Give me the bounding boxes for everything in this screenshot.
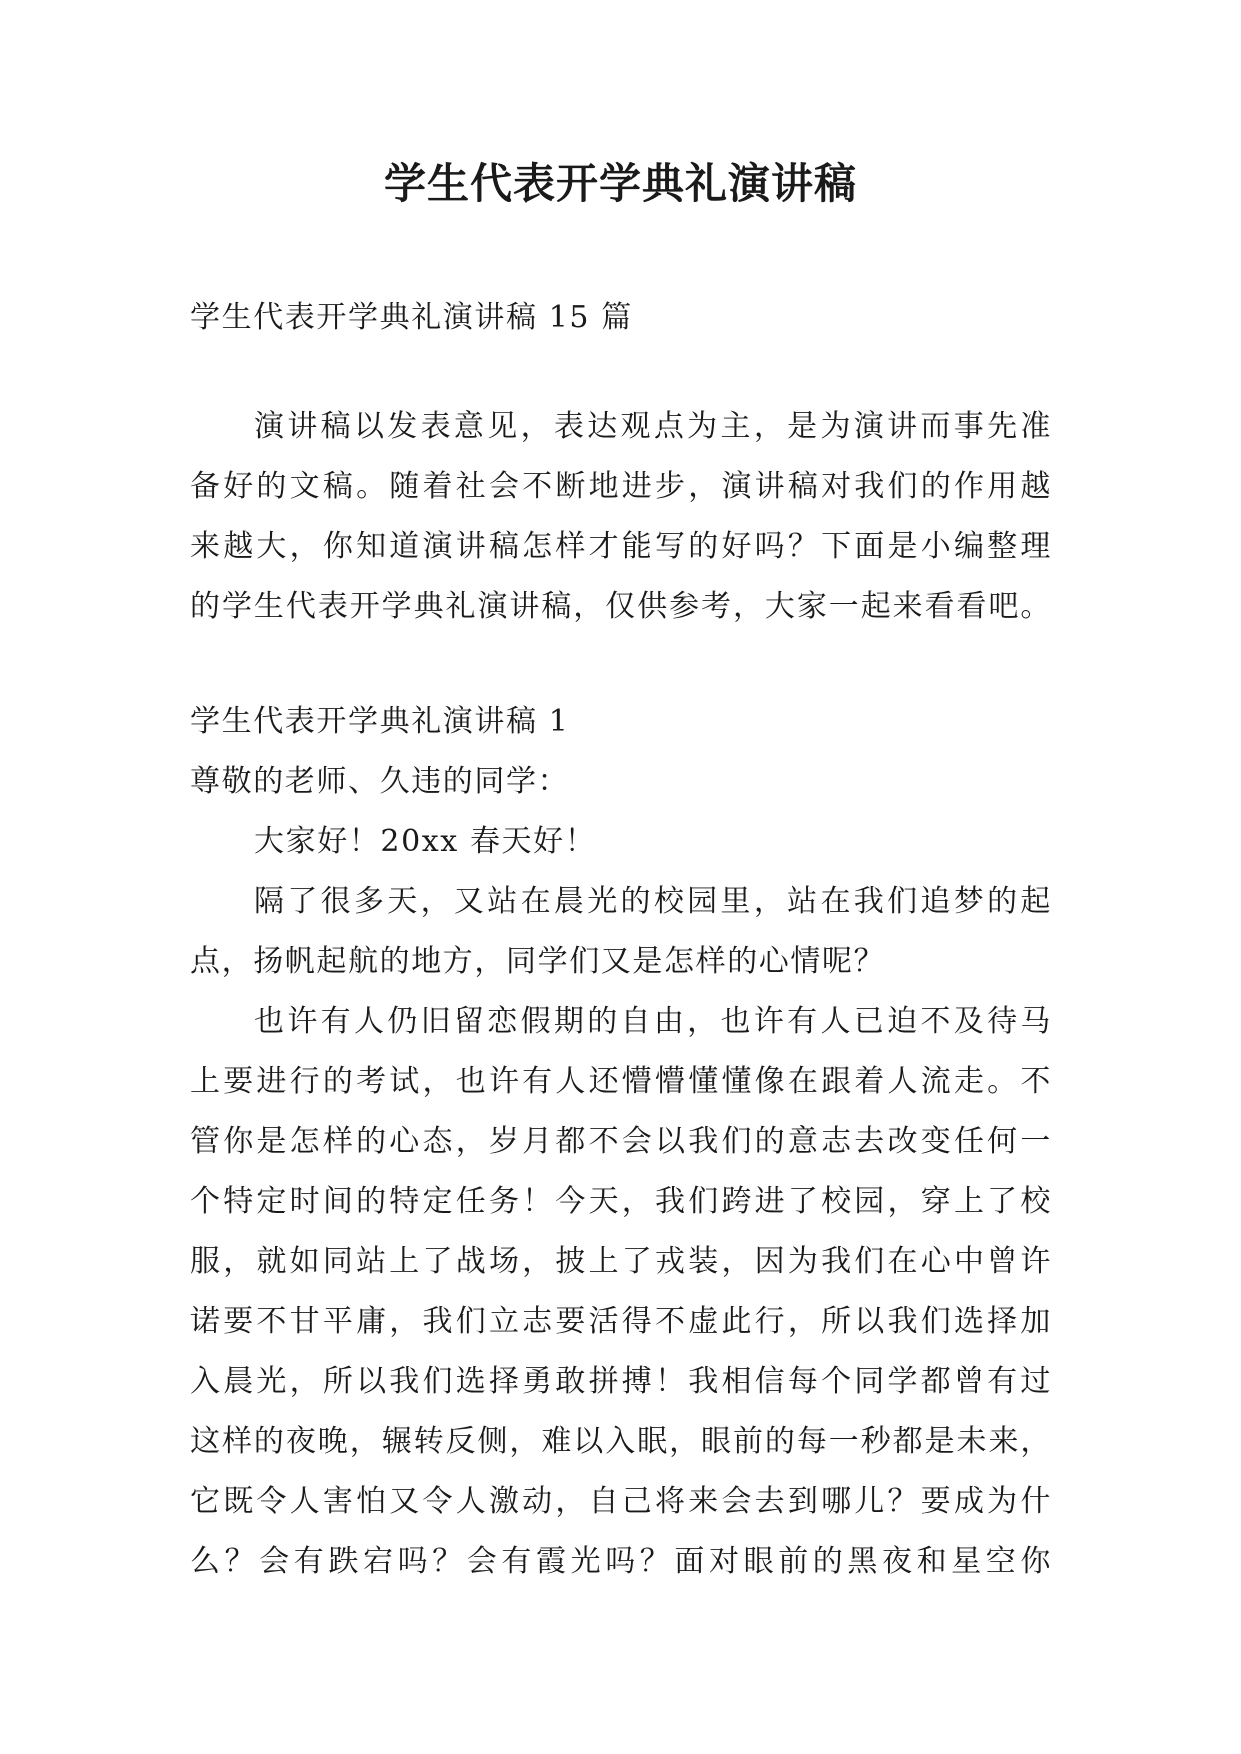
- intro-paragraph: [190, 397, 1052, 637]
- document-title: 学生代表开学典礼演讲稿: [383, 159, 857, 208]
- paragraph-line: 么？会有跌宕吗？会有霞光吗？面对眼前的黑夜和星空你: [190, 1544, 1052, 1579]
- section-heading: 学生代表开学典礼演讲稿 1: [190, 704, 570, 739]
- intro-line: 演讲稿以发表意见，表达观点为主，是为演讲而事先准: [254, 409, 1052, 444]
- intro-line: 的学生代表开学典礼演讲稿，仅供参考，大家一起来看看吧。: [190, 589, 1052, 624]
- paragraph-line: 个特定时间的特定任务！今天，我们跨进了校园，穿上了校: [190, 1184, 1052, 1219]
- speech-section: [190, 692, 1052, 1592]
- paragraph-line: 这样的夜晚，辗转反侧，难以入眠，眼前的每一秒都是未来，: [190, 1424, 1052, 1459]
- paragraph-line: 诺要不甘平庸，我们立志要活得不虚此行，所以我们选择加: [190, 1304, 1052, 1339]
- salutation: 尊敬的老师、久违的同学：: [190, 764, 570, 799]
- document-subtitle: 学生代表开学典礼演讲稿 15 篇: [190, 300, 633, 335]
- paragraph-line: 服，就如同站上了战场，披上了戎装，因为我们在心中曾许: [190, 1244, 1052, 1279]
- intro-line: 来越大，你知道演讲稿怎样才能写的好吗？下面是小编整理: [190, 529, 1052, 564]
- paragraph-line: 管你是怎样的心态，岁月都不会以我们的意志去改变任何一: [190, 1124, 1052, 1159]
- document-body: [190, 288, 1052, 1592]
- paragraph-line: 点，扬帆起航的地方，同学们又是怎样的心情呢？: [190, 944, 886, 979]
- paragraph-line: 也许有人仍旧留恋假期的自由，也许有人已迫不及待马: [254, 1004, 1052, 1039]
- intro-line: 备好的文稿。随着社会不断地进步，演讲稿对我们的作用越: [190, 469, 1052, 504]
- paragraph-line: 隔了很多天，又站在晨光的校园里，站在我们追梦的起: [254, 884, 1052, 919]
- paragraph-line: 入晨光，所以我们选择勇敢拼搏！我相信每个同学都曾有过: [190, 1364, 1052, 1399]
- paragraph-line: 它既令人害怕又令人激动，自己将来会去到哪儿？要成为什: [190, 1484, 1052, 1519]
- greeting: 大家好！20xx 春天好！: [254, 824, 597, 859]
- paragraph-line: 上要进行的考试，也许有人还懵懵懂懂像在跟着人流走。不: [190, 1064, 1052, 1099]
